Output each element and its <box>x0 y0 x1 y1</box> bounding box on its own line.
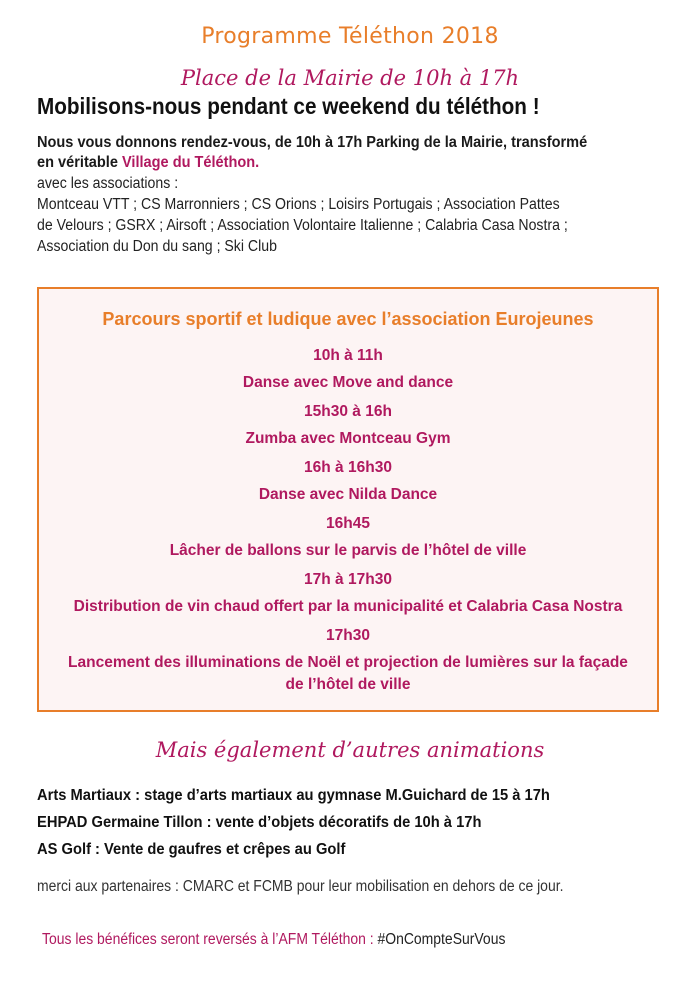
activity-item: EHPAD Germaine Tillon : vente d’objets décoratifs de 10h à 17h <box>37 814 482 831</box>
event-description: Danse avec Nilda Dance <box>258 486 438 503</box>
event-time: 10h à 11h <box>313 347 383 364</box>
event-description: Zumba avec Montceau Gym <box>245 430 451 447</box>
village-highlight: Village du Téléthon. <box>121 154 260 171</box>
associations-intro: avec les associations : <box>37 175 179 192</box>
footer-text: Tous les bénéfices seront reversés à l’AFM Téléthon : <box>42 931 378 948</box>
event-description-continued: de l’hôtel de ville <box>285 676 411 693</box>
headline: Mobilisons-nous pendant ce weekend du téléthon ! <box>37 93 540 119</box>
associations-line-1: Montceau VTT ; CS Marronniers ; CS Orions ; Loisirs Portugais ; Association Pattes <box>37 196 560 213</box>
intro-line-1: Nous vous donnons rendez-vous, de 10h à 17h Parking de la Mairie, transformé <box>37 134 588 151</box>
event-description: Distribution de vin chaud offert par la municipalité et Calabria Casa Nostra <box>73 598 623 615</box>
event-time: 16h45 <box>326 515 370 532</box>
event-time: 17h30 <box>326 627 370 644</box>
place-heading: Place de la Mairie de 10h à 17h <box>180 66 520 90</box>
associations-line-2: de Velours ; GSRX ; Airsoft ; Association Volontaire Italienne ; Calabria Casa Nostra ; <box>37 217 568 234</box>
also-heading: Mais également d’autres animations <box>155 738 545 762</box>
activity-item: Arts Martiaux : stage d’arts martiaux au gymnase M.Guichard de 15 à 17h <box>37 787 550 804</box>
intro-section <box>37 133 638 257</box>
event-time: 16h à 16h30 <box>304 459 392 476</box>
activity-item: AS Golf : Vente de gaufres et crêpes au Golf <box>37 841 346 858</box>
intro-line-2 <box>37 153 638 173</box>
partners-thanks: merci aux partenaires : CMARC et FCMB pour leur mobilisation en dehors de ce jour. <box>37 878 564 895</box>
page-title: Programme Téléthon 2018 <box>201 24 499 49</box>
associations-line-3: Association du Don du sang ; Ski Club <box>37 238 277 255</box>
footer <box>42 931 636 949</box>
intro-line-2-prefix: en véritable <box>37 154 122 171</box>
program-box-title: Parcours sportif et ludique avec l’association Eurojeunes <box>102 309 594 329</box>
event-description: Lancement des illuminations de Noël et projection de lumières sur la façade <box>68 654 628 671</box>
program-box <box>37 287 659 712</box>
event-time: 15h30 à 16h <box>304 403 392 420</box>
footer-hashtag: #OnCompteSurVous <box>377 931 506 948</box>
event-time: 17h à 17h30 <box>304 571 392 588</box>
event-description: Danse avec Move and dance <box>242 374 454 391</box>
event-list <box>39 345 657 696</box>
event-description: Lâcher de ballons sur le parvis de l’hôtel de ville <box>169 542 527 559</box>
activities-list <box>37 782 644 863</box>
